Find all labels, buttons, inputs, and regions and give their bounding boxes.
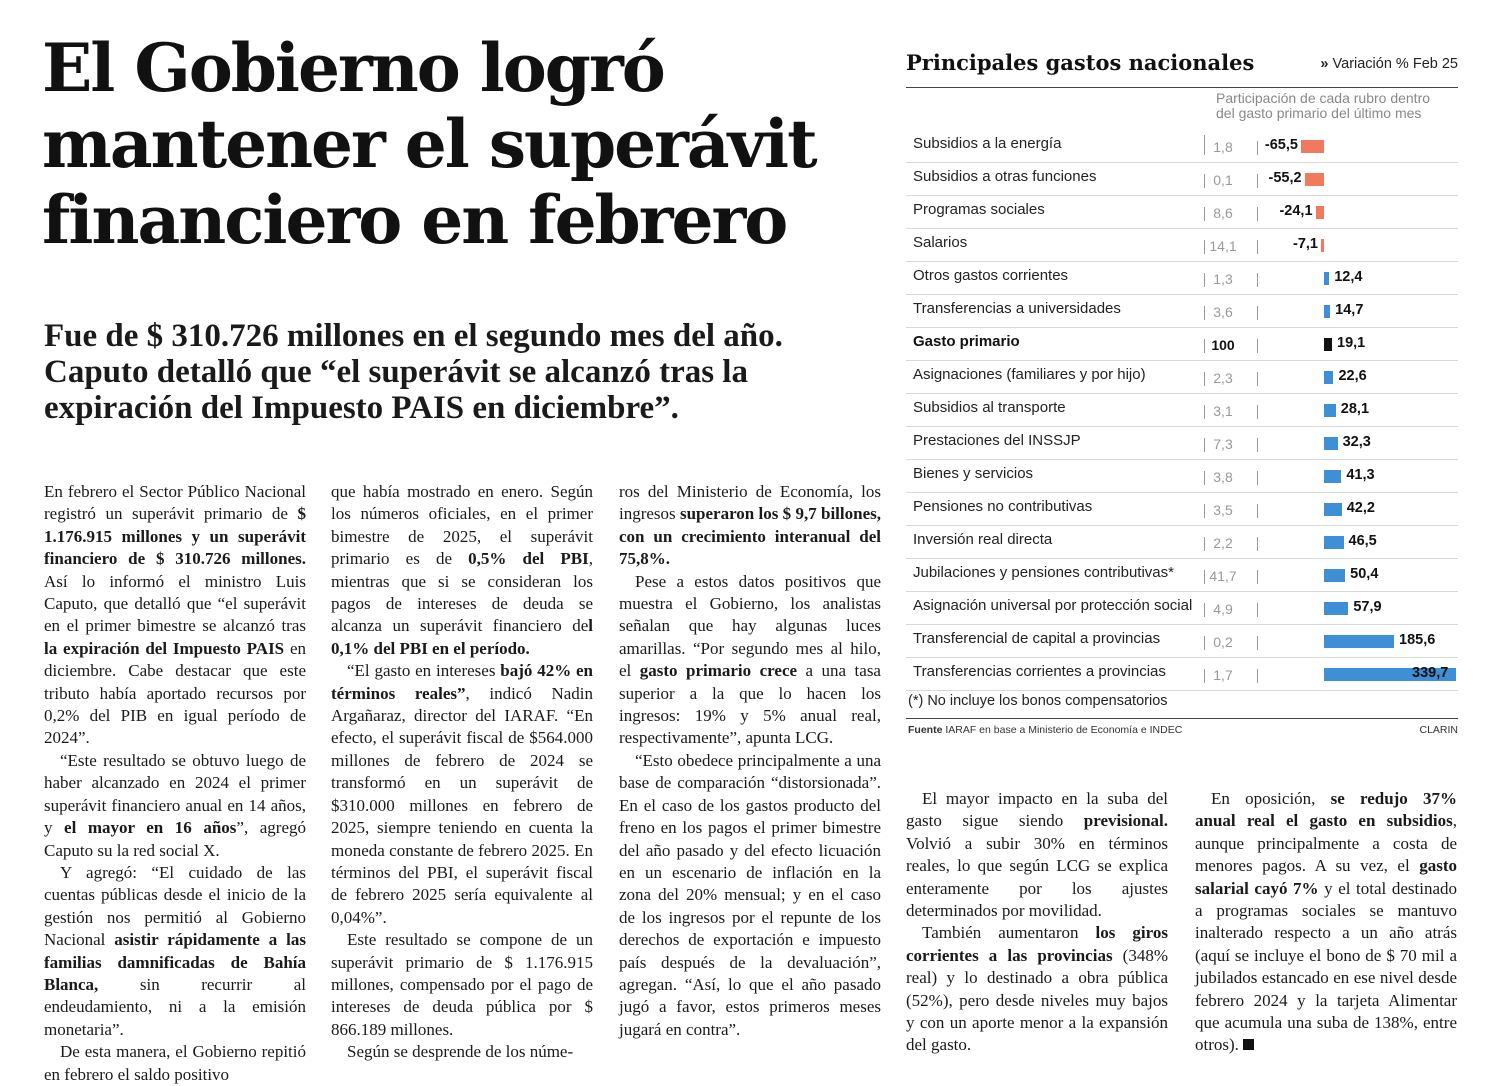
headline <box>42 30 882 258</box>
column-divider <box>1257 273 1258 287</box>
chart-row <box>906 261 1458 295</box>
participation-line: del gasto primario del último mes <box>1216 105 1422 121</box>
article-paragraph: que había mostrado en enero. Según los números oficiales, en el primer bimestre de 2025, el superávit primario es de 0,5% del PBI, mientras que si se consideran los pagos de intereses de deuda se alcanza un superávit financiero del 0,1% del PBI en el período. <box>331 482 593 658</box>
column-divider <box>1257 570 1258 584</box>
chart-row <box>906 294 1458 328</box>
column-divider <box>1204 372 1205 386</box>
chevron-right-icon: » <box>1320 56 1329 72</box>
category-label: Inversión real directa <box>913 531 1053 548</box>
share-value: 1,7 <box>1213 667 1233 683</box>
bar-value-label: 41,3 <box>1346 467 1375 483</box>
bar <box>1324 569 1345 582</box>
article-column-1 <box>44 481 306 1086</box>
article-paragraph: También aumentaron los giros corrientes a las provincias (348% real) y lo destinado a obra pública (52%), pero desde niveles muy bajos y con un aporte menor a la expansión del gasto. <box>906 923 1168 1055</box>
share-value: 41,7 <box>1209 568 1237 584</box>
share-value: 0,2 <box>1213 634 1233 650</box>
bar-value-label: -65,5 <box>1264 137 1298 153</box>
chart-row <box>906 129 1458 163</box>
bar <box>1324 536 1344 549</box>
category-label: Subsidios a la energía <box>913 135 1062 152</box>
chart-top-rule <box>906 87 1458 88</box>
column-divider <box>1257 306 1258 320</box>
bar <box>1321 239 1324 252</box>
column-divider <box>1257 669 1258 683</box>
article-column-4 <box>906 788 1168 1057</box>
article-paragraph: Según se desprende de los núme- <box>347 1042 574 1062</box>
category-label: Transferencias a universidades <box>913 300 1121 317</box>
share-value: 2,2 <box>1213 535 1233 551</box>
bar-value-label: 12,4 <box>1334 269 1363 285</box>
article-column-2 <box>331 481 593 1064</box>
share-value: 100 <box>1211 337 1235 353</box>
column-divider <box>1204 339 1205 353</box>
category-label: Subsidios a otras funciones <box>913 168 1097 185</box>
article-paragraph: De esta manera, el Gobierno repitió en febrero el saldo positivo <box>44 1042 306 1084</box>
article-paragraph: Pese a estos datos positivos que muestra el Gobierno, los analistas señalan que hay algunas luces amarillas. “Por segundo mes al hilo, el gasto primario crece a una tasa superior a la que lo hacen los ingresos: 19% y 5% anual real, respectivamente”, apunta LCG. <box>619 571 881 748</box>
variation-text: Variación % Feb 25 <box>1332 56 1458 72</box>
chart-row <box>906 195 1458 229</box>
column-divider <box>1204 537 1205 551</box>
bar-value-label: 50,4 <box>1350 566 1379 582</box>
chart-row <box>906 624 1458 658</box>
bar <box>1324 503 1342 516</box>
share-value: 3,1 <box>1213 403 1233 419</box>
column-divider <box>1257 438 1258 452</box>
bar-value-label: 22,6 <box>1338 368 1367 384</box>
chart-row <box>906 558 1458 592</box>
column-divider <box>1257 207 1258 221</box>
column-divider <box>1257 603 1258 617</box>
category-label: Otros gastos corrientes <box>913 267 1069 284</box>
headline-line: financiero en febrero <box>42 181 787 259</box>
column-divider <box>1204 570 1205 584</box>
participation-line: Participación de cada rubro dentro <box>1216 90 1431 106</box>
column-divider <box>1204 504 1205 518</box>
column-divider <box>1257 471 1258 485</box>
bar <box>1324 635 1394 648</box>
column-divider <box>1257 339 1258 353</box>
bar <box>1324 404 1336 417</box>
chart-row <box>906 459 1458 493</box>
column-divider <box>1257 405 1258 419</box>
article-column-3 <box>619 481 881 1041</box>
category-label: Prestaciones del INSSJP <box>913 432 1081 449</box>
bar-value-label: -24,1 <box>1279 203 1313 219</box>
bar <box>1324 470 1341 483</box>
share-value: 14,1 <box>1209 238 1237 254</box>
column-divider <box>1257 240 1258 254</box>
deck-line: Caputo detalló que “el superávit se alcanzó tras la <box>44 354 748 390</box>
bar-value-label: 185,6 <box>1399 632 1436 648</box>
share-value: 0,1 <box>1213 172 1233 188</box>
share-value: 4,9 <box>1213 601 1233 617</box>
deck-subtitle <box>44 318 844 426</box>
chart-row <box>906 591 1458 625</box>
spending-chart <box>906 48 1460 738</box>
bar-value-label: 339,7 <box>1412 665 1449 681</box>
column-divider <box>1204 471 1205 485</box>
category-label: Bienes y servicios <box>913 465 1034 482</box>
column-divider <box>1204 438 1205 452</box>
bar-value-label: -55,2 <box>1268 170 1302 186</box>
bar <box>1324 371 1333 384</box>
column-divider <box>1204 207 1205 221</box>
bar-value-label: 28,1 <box>1340 401 1370 417</box>
bar <box>1324 437 1338 450</box>
chart-title: Principales gastos nacionales <box>906 50 1255 75</box>
article-paragraph: Y agregó: “El cuidado de las cuentas públicas desde el inicio de la gestión nos permitió al Gobierno Nacional asistir rápidamente a las familias damnificadas de Bahía Blanca, sin recurrir al endeudamiento, ni a la emisión monetaria”. <box>44 862 306 1039</box>
source-text: IARAF en base a Ministerio de Economía e INDEC <box>945 724 1183 736</box>
share-value: 2,3 <box>1213 370 1233 386</box>
category-label: Programas sociales <box>913 201 1045 218</box>
share-value: 1,3 <box>1213 271 1233 287</box>
column-divider <box>1204 669 1205 683</box>
column-divider <box>1204 636 1205 650</box>
column-divider <box>1257 372 1258 386</box>
share-value: 7,3 <box>1213 436 1233 452</box>
article-paragraph: El mayor impacto en la suba del gasto sigue siendo previsional. Volvió a subir 30% en términos reales, lo que según LCG se explica enteramente por los ajustes determinados por movilidad. <box>906 789 1168 921</box>
chart-source <box>908 724 1182 736</box>
bar-value-label: 46,5 <box>1348 533 1377 549</box>
chart-bottom-rule <box>906 718 1458 719</box>
share-value: 3,8 <box>1213 469 1233 485</box>
column-divider <box>1204 306 1205 320</box>
bar-value-label: -7,1 <box>1293 236 1318 252</box>
article-paragraph: “Este resultado se obtuvo luego de haber alcanzado en 2024 el primer superávit financiero anual en 14 años, y el mayor en 16 años”, agregó Caputo su la red social X. <box>44 750 306 860</box>
column-divider <box>1257 504 1258 518</box>
bar <box>1324 338 1332 351</box>
chart-row <box>906 426 1458 460</box>
column-divider <box>1204 405 1205 419</box>
article-paragraph: ros del Ministerio de Economía, los ingresos superaron los $ 9,7 billones, con un crecimiento interanual del 75,8%. <box>619 482 881 569</box>
article-paragraph: “El gasto en intereses bajó 42% en términos reales”, indicó Nadin Argañaraz, director del IARAF. “En efecto, el superávit fiscal de $564.000 millones de febrero de 2024 se transformó en un superávit de $310.000 millones en febrero de 2025, siempre teniendo en cuenta la moneda constante de febrero 2025. En términos del PBI, el superávit fiscal de febrero 2025 sería equivalente al 0,04%”. <box>331 661 594 927</box>
chart-row <box>906 525 1458 559</box>
participation-note <box>1216 91 1430 121</box>
source-label: Fuente <box>908 724 943 736</box>
chart-row <box>906 360 1458 394</box>
bar-value-label: 57,9 <box>1353 599 1382 615</box>
bar <box>1324 272 1329 285</box>
category-label: Asignaciones (familiares y por hijo) <box>913 366 1146 383</box>
headline-line: mantener el superávit <box>42 105 816 183</box>
bar <box>1316 206 1324 219</box>
bar-value-label: 42,2 <box>1346 500 1375 516</box>
headline-line: El Gobierno logró <box>42 29 664 107</box>
bar <box>1324 305 1330 318</box>
bar <box>1305 173 1324 186</box>
category-label: Transferencias corrientes a provincias <box>913 663 1166 680</box>
chart-row <box>906 162 1458 196</box>
deck-line: Fue de $ 310.726 millones en el segundo mes del año. <box>44 318 783 354</box>
chart-variation-label <box>1320 56 1458 72</box>
category-label: Transferencial de capital a provincias <box>913 630 1161 647</box>
category-label: Jubilaciones y pensiones contributivas* <box>913 564 1174 581</box>
chart-footnote: (*) No incluye los bonos compensatorios <box>908 693 1168 709</box>
column-divider <box>1204 135 1205 155</box>
end-of-article-icon <box>1243 1039 1254 1050</box>
chart-row <box>906 228 1458 262</box>
column-divider <box>1257 636 1258 650</box>
deck-line: expiración del Impuesto PAIS en diciembre”. <box>44 390 679 426</box>
article-paragraph: En febrero el Sector Público Nacional registró un superávit primario de $ 1.176.915 millones y un superávit financiero de $ 310.726 millones. Así lo informó el ministro Luis Caputo, que detalló que “el superávit en el primer bimestre se alcanzó tras la expiración del Impuesto PAIS en diciembre. Cabe destacar que este tributo había aportado recursos por 0,2% del PIB en igual período de 2024”. <box>44 482 307 748</box>
article-paragraph: Este resultado se compone de un superávit primario de $ 1.176.915 millones, compensado por el pago de intereses de deuda pública por $ 866.189 millones. <box>331 930 593 1039</box>
column-divider <box>1257 174 1258 188</box>
chart-row <box>906 393 1458 427</box>
column-divider <box>1257 141 1258 155</box>
column-divider <box>1204 240 1205 254</box>
article-paragraph: En oposición, se redujo 37% anual real el gasto en subsidios, aunque principalmente a costa de menores pagos. A su vez, el gasto salarial cayó 7% y el total destinado a programas sociales se mantuvo inalterado respecto a un año atrás (aquí se incluye el bono de $ 70 mil a jubilados estancado en ese nivel desde febrero 2024 y la tarjeta Alimentar que acumula una suba de 138%, entre otros). <box>1195 789 1457 1055</box>
chart-row <box>906 327 1458 361</box>
category-label: Gasto primario <box>913 333 1020 350</box>
share-value: 8,6 <box>1213 205 1233 221</box>
bar-value-label: 14,7 <box>1335 302 1364 318</box>
bar-value-label: 32,3 <box>1342 434 1371 450</box>
chart-row <box>906 657 1458 691</box>
category-label: Asignación universal por protección social <box>913 597 1193 614</box>
share-value: 1,8 <box>1213 139 1233 155</box>
column-divider <box>1257 537 1258 551</box>
share-value: 3,6 <box>1213 304 1233 320</box>
bar-value-label: 19,1 <box>1337 335 1366 351</box>
column-divider <box>1204 174 1205 188</box>
column-divider <box>1204 603 1205 617</box>
category-label: Pensiones no contributivas <box>913 498 1093 515</box>
bar <box>1324 602 1348 615</box>
article-paragraph: “Esto obedece principalmente a una base de comparación “distorsionada”. En el caso de los gastos producto del freno en los pagos el primer bimestre del año pasado y del efecto licuación en un escenario de inflación en la zona del 20% mensual; y en el caso de los ingresos por el repunte de los derechos de exportación e impuesto país después de la devaluación”, agregan. “Así, lo que el año pasado jugó a favor, estos primeros meses jugará en contra”. <box>619 750 881 1039</box>
column-divider <box>1204 273 1205 287</box>
article-column-5 <box>1195 788 1457 1057</box>
category-label: Salarios <box>913 234 968 251</box>
category-label: Subsidios al transporte <box>913 399 1066 416</box>
chart-credit: CLARIN <box>1419 724 1458 736</box>
bar <box>1301 140 1324 153</box>
share-value: 3,5 <box>1213 502 1233 518</box>
chart-row <box>906 492 1458 526</box>
